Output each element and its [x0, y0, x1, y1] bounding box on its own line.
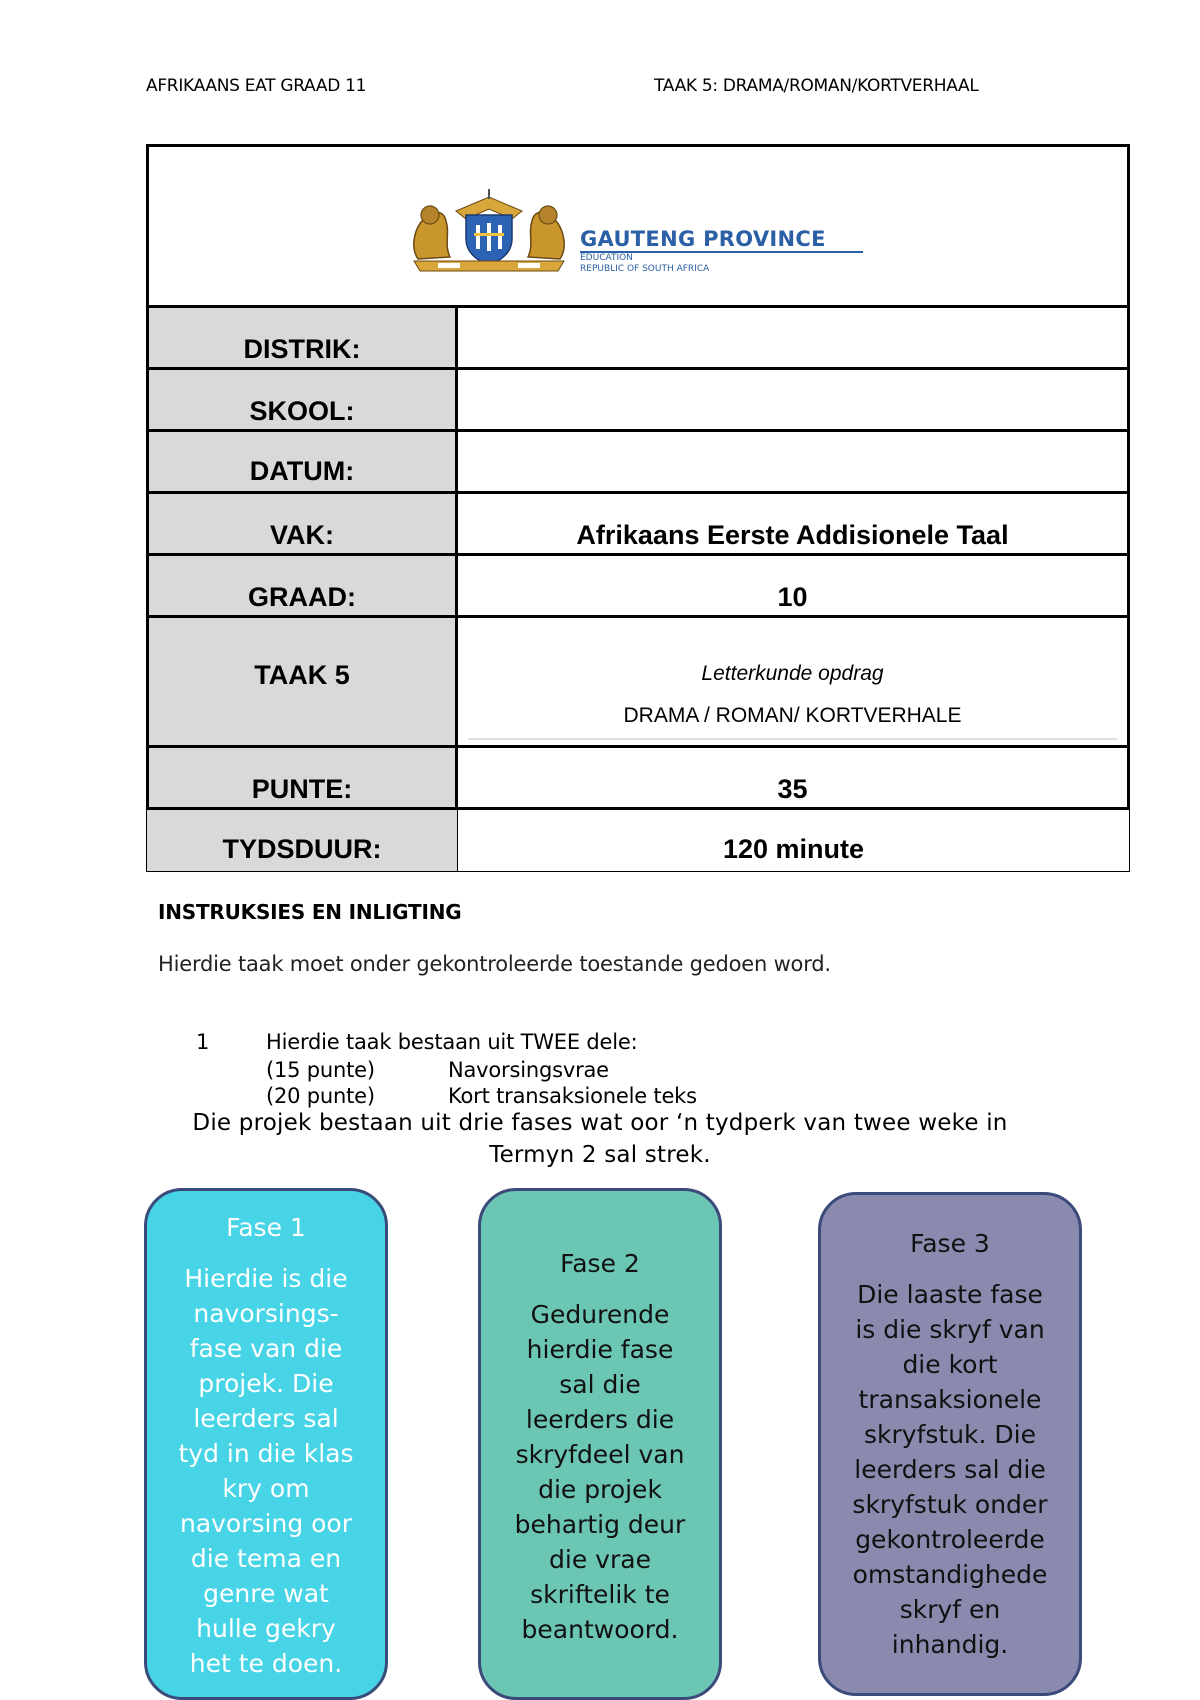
taak-divider [468, 738, 1117, 740]
vak-label-cell [146, 494, 458, 556]
graad-label-cell [146, 556, 458, 618]
part-1-name: Navorsingsvrae [448, 1058, 609, 1082]
tydsduur-value-cell [458, 810, 1130, 872]
instructions-item-number: 1 [196, 1030, 210, 1054]
vak-value-cell [458, 494, 1130, 556]
vak-label: VAK: [270, 520, 334, 550]
fase-2-body: Gedurende hierdie fase sal die leerders die skryfdeel van die projek behartig deur die vrae skriftelik te beantwoord. [514, 1300, 686, 1644]
taak-subtitle: DRAMA / ROMAN/ KORTVERHALE [623, 704, 962, 727]
tydsduur-value: 120 minute [722, 834, 865, 864]
distrik-value-cell[interactable] [458, 308, 1130, 370]
taak-value-cell [458, 618, 1130, 748]
row-punte [146, 748, 1130, 810]
datum-label: DATUM: [249, 456, 355, 486]
instructions-title: INSTRUKSIES EN INLIGTING [158, 900, 462, 924]
taak-label-cell [146, 618, 458, 748]
punte-label-cell [146, 748, 458, 810]
graad-value: 10 [777, 582, 808, 612]
logo-education-text: EDUCATION [580, 253, 633, 263]
projek-line-2: Termyn 2 sal strek. [489, 1142, 711, 1168]
projek-line-1: Die projek bestaan uit drie fases wat oor ‘n tydperk van twee weke in [192, 1110, 1008, 1136]
distrik-label-cell [146, 308, 458, 370]
instructions-item-text: Hierdie taak bestaan uit TWEE dele: [266, 1030, 638, 1054]
distrik-label: DISTRIK: [243, 334, 361, 364]
fase-1-body: Hierdie is die navorsings-fase van die projek. Die leerders sal tyd in die klas kry om navorsing oor die tema en genre wat hulle gekry het te doen. [178, 1264, 354, 1678]
punte-value-cell [458, 748, 1130, 810]
taak-subtitle-italic: Letterkunde opdrag [701, 662, 884, 685]
graad-value-cell [458, 556, 1130, 618]
row-distrik [146, 308, 1130, 370]
gauteng-logo [404, 189, 879, 273]
projek-description [160, 1107, 1040, 1171]
logo-province-name: GAUTENG PROVINCE [580, 227, 826, 251]
row-vak [146, 494, 1130, 556]
tydsduur-label-cell [146, 810, 458, 872]
graad-label: GRAAD: [248, 582, 356, 612]
logo-republic-text: REPUBLIC OF SOUTH AFRICA [580, 264, 710, 274]
skool-label: SKOOL: [249, 396, 355, 426]
datum-label-cell [146, 432, 458, 494]
header-left-text: AFRIKAANS EAT GRAAD 11 [146, 76, 367, 96]
part-1-points: (15 punte) [266, 1058, 375, 1082]
vak-value: Afrikaans Eerste Addisionele Taal [576, 520, 1009, 550]
skool-label-cell [146, 370, 458, 432]
row-datum [146, 432, 1130, 494]
taak-label: TAAK 5 [254, 660, 350, 690]
fase-2-title: Fase 2 [560, 1249, 640, 1278]
row-taak [146, 618, 1130, 748]
fase-2-card [478, 1188, 722, 1700]
fase-3-title: Fase 3 [910, 1229, 990, 1258]
tydsduur-label: TYDSDUUR: [222, 834, 382, 864]
fase-3-card [818, 1192, 1082, 1696]
fase-3-body: Die laaste fase is die skryf van die kort transaksionele skryfstuk. Die leerders sal die skryfstuk onder gekontroleerde omstandighede skryf en inhandig. [852, 1280, 1048, 1659]
cover-table [146, 144, 1130, 872]
datum-value-cell[interactable] [458, 432, 1130, 494]
fase-1-card [144, 1188, 388, 1700]
row-graad [146, 556, 1130, 618]
part-2-points: (20 punte) [266, 1084, 375, 1108]
row-tydsduur [146, 810, 1130, 872]
fase-1-title: Fase 1 [226, 1213, 306, 1242]
header-right-text: TAAK 5: DRAMA/ROMAN/KORTVERHAAL [654, 76, 979, 96]
punte-value: 35 [777, 774, 808, 804]
part-2-name: Kort transaksionele teks [448, 1084, 697, 1108]
skool-value-cell[interactable] [458, 370, 1130, 432]
punte-label: PUNTE: [251, 774, 353, 804]
row-skool [146, 370, 1130, 432]
logo-cell [146, 144, 1130, 308]
instructions-paragraph: Hierdie taak moet onder gekontroleerde toestande gedoen word. [158, 952, 831, 976]
coat-of-arms-icon [404, 189, 574, 273]
